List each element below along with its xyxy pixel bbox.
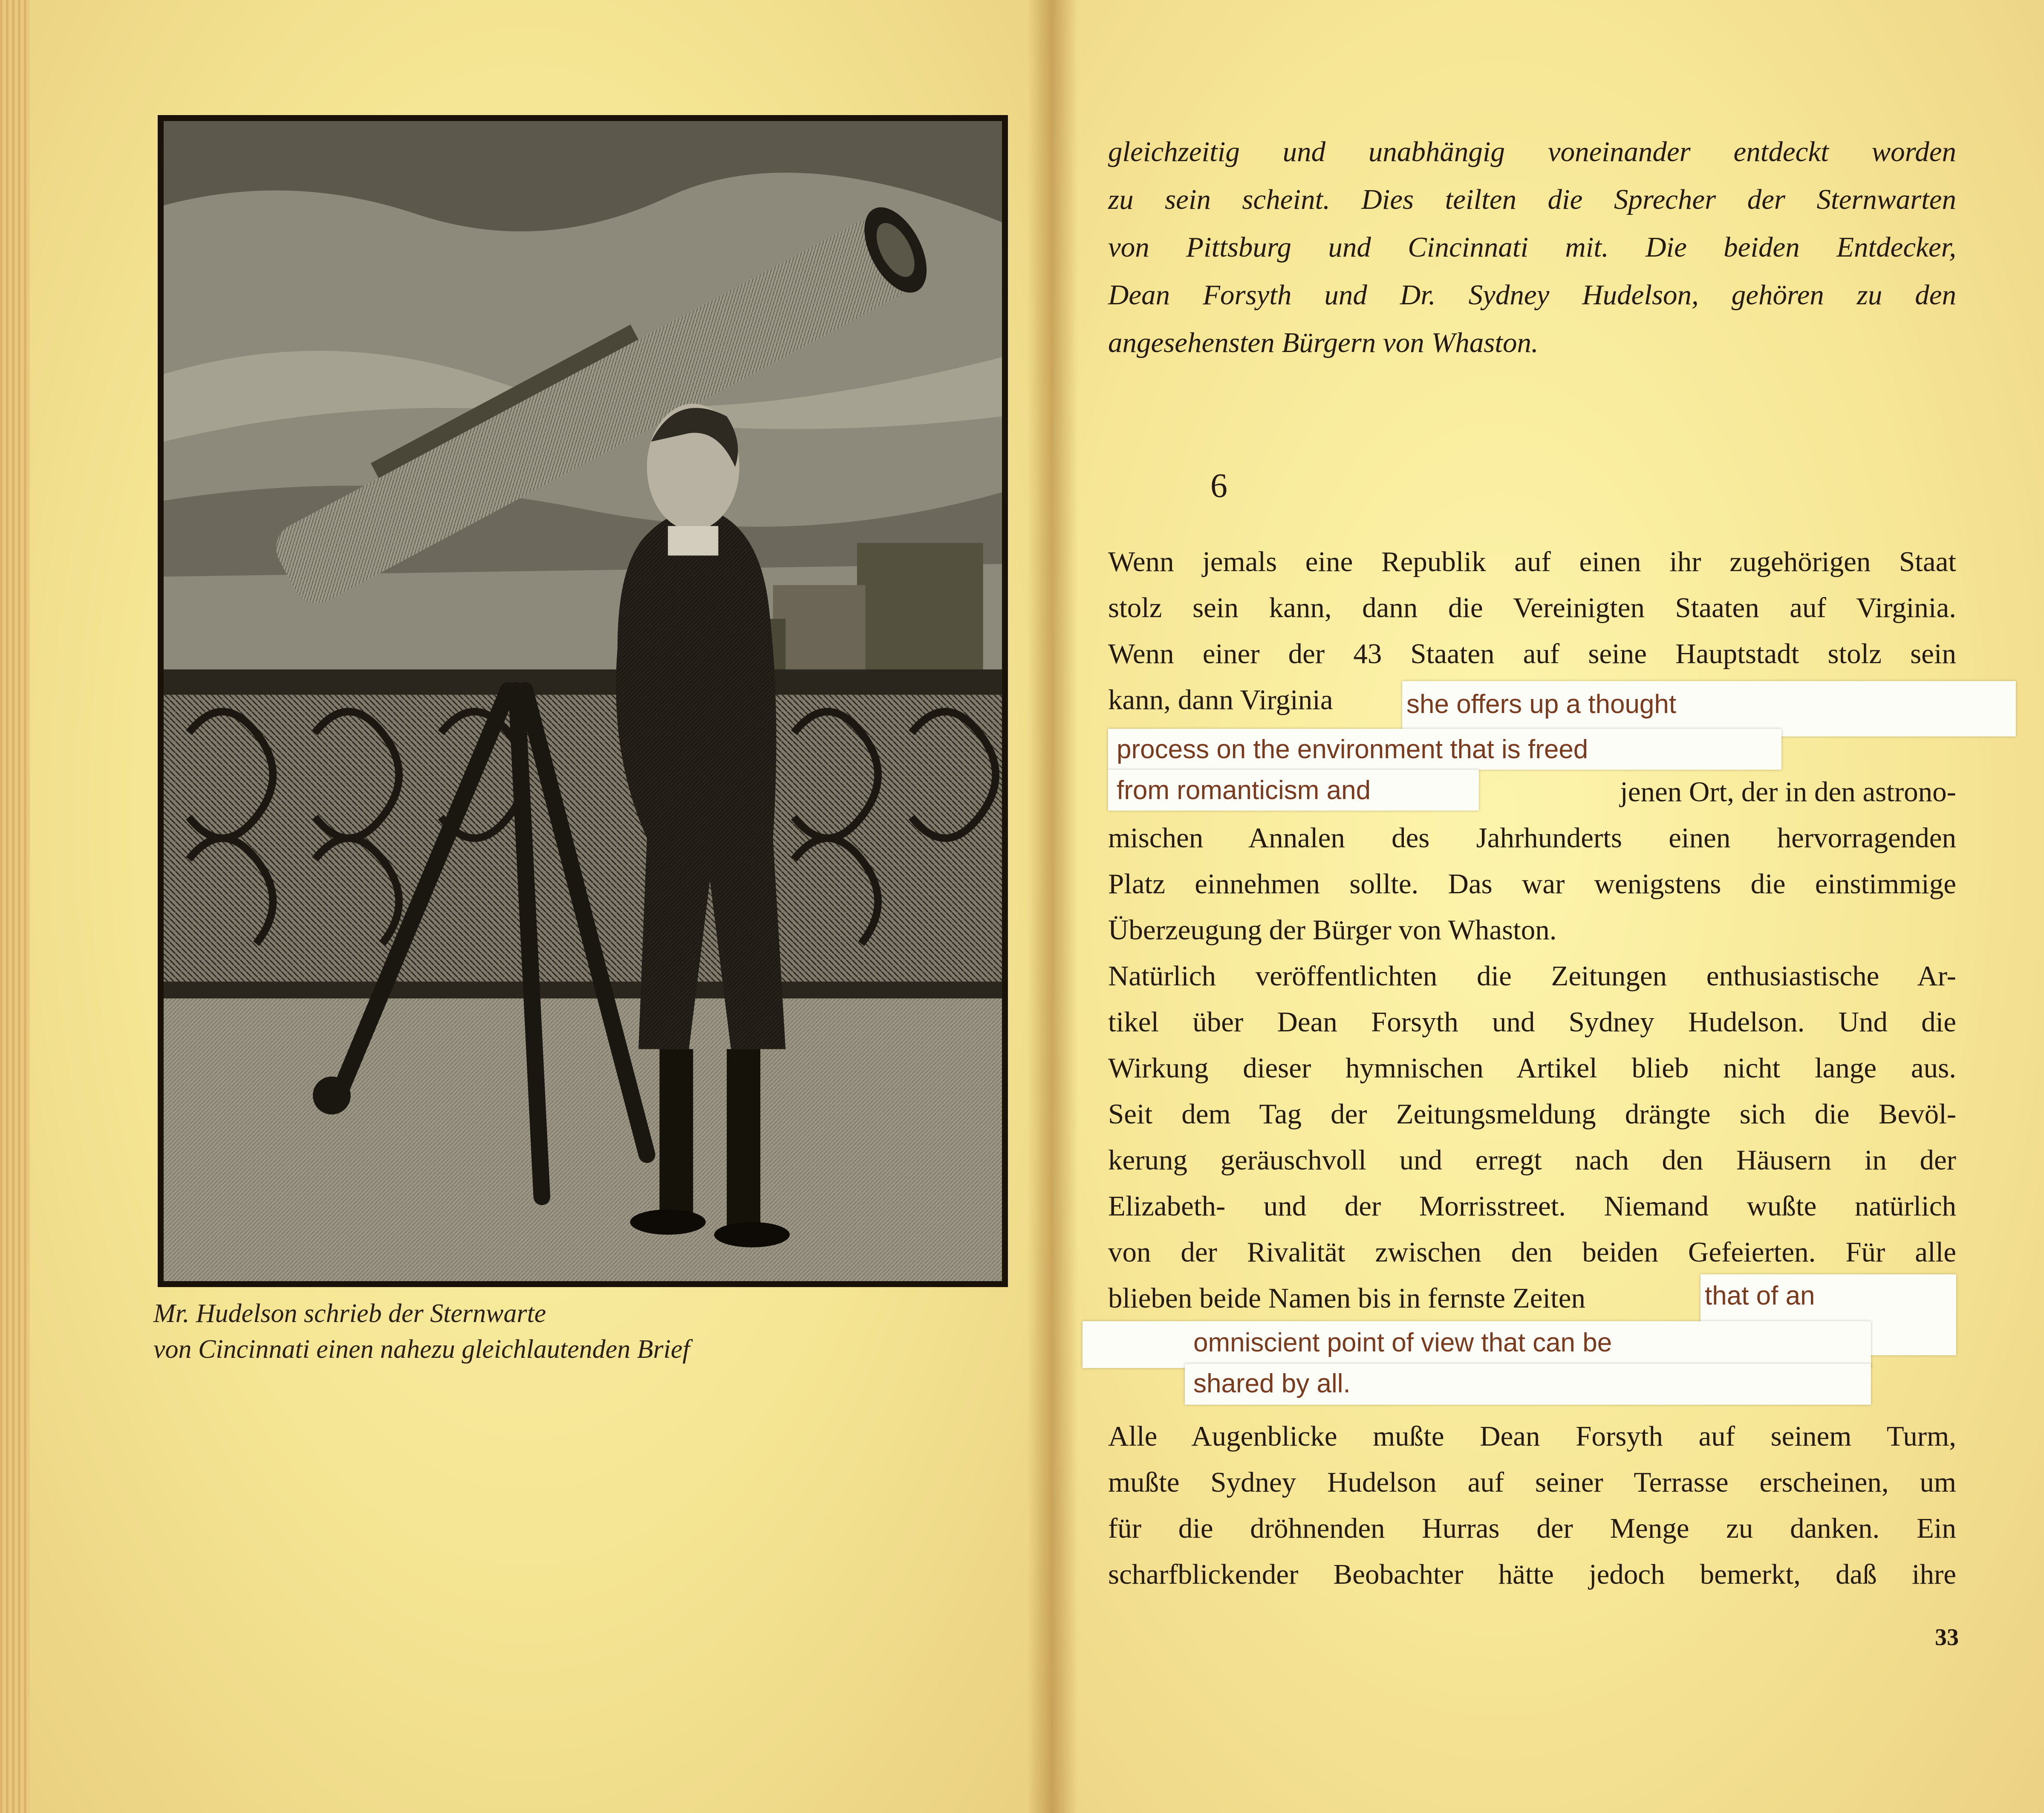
collage-strip-2 xyxy=(1108,729,1781,770)
body-line-7: mischen Annalen des Jahrhunderts einen hervorragenden xyxy=(1108,822,1956,854)
italic-paragraph xyxy=(1108,128,1956,367)
body-line-3: Wenn einer der 43 Staaten auf seine Hauptstadt stolz sein xyxy=(1108,638,1956,670)
body-line-16: von der Rivalität zwischen den beiden Gefeierten. Für alle xyxy=(1108,1236,1956,1268)
italic-line-3: von Pittsburg und Cincinnati mit. Die beiden Entdecker, xyxy=(1108,231,1956,263)
italic-line-2: zu sein scheint. Dies teilten die Sprecher der Sternwarten xyxy=(1108,184,1956,215)
body-line-2: stolz sein kann, dann die Vereinigten Staaten auf Virginia. xyxy=(1108,592,1956,624)
body-line-21: mußte Sydney Hudelson auf seiner Terrasse erscheinen, um xyxy=(1108,1467,1956,1498)
italic-line-1: gleichzeitig und unabhängig voneinander entdeckt worden xyxy=(1108,136,1956,167)
body-line-6-suffix: jenen Ort, der in den astrono- xyxy=(1620,776,1956,808)
engraving-illustration xyxy=(158,115,1008,1287)
book-gutter xyxy=(1027,0,1078,1813)
collage-strip-6 xyxy=(1185,1364,1871,1405)
body-line-13: Seit dem Tag der Zeitungsmeldung drängte sich die Bevöl- xyxy=(1108,1098,1956,1130)
body-line-11: tikel über Dean Forsyth und Sydney Hudelson. Und die xyxy=(1108,1006,1956,1038)
collage-text-3: from romanticism and xyxy=(1117,776,1371,805)
body-line-15: Elizabeth- und der Morrisstreet. Niemand wußte natürlich xyxy=(1108,1190,1956,1222)
collage-strip-5 xyxy=(1083,1321,1871,1368)
body-line-22: für die dröhnenden Hurras der Menge zu danken. Ein xyxy=(1108,1513,1956,1544)
collage-strip-1 xyxy=(1402,681,2016,736)
page-edge xyxy=(0,0,30,1813)
page-number: 33 xyxy=(1935,1624,1959,1651)
illustration-caption xyxy=(153,1296,963,1367)
body-line-23: scharfblickender Beobachter hätte jedoch bemerkt, daß ihre xyxy=(1108,1559,1956,1590)
body-line-14: kerung geräuschvoll und erregt nach den Häusern in der xyxy=(1108,1144,1956,1176)
italic-line-5: angesehensten Bürgern von Whaston. xyxy=(1108,327,1539,358)
italic-line-4: Dean Forsyth und Dr. Sydney Hudelson, gehören zu den xyxy=(1108,279,1956,311)
caption-line-2: von Cincinnati einen nahezu gleichlautenden Brief xyxy=(153,1335,690,1364)
body-line-1: Wenn jemals eine Republik auf einen ihr zugehörigen Staat xyxy=(1108,546,1956,577)
body-line-8: Platz einnehmen sollte. Das war wenigstens die einstimmige xyxy=(1108,868,1956,900)
body-line-12: Wirkung dieser hymnischen Artikel blieb nicht lange aus. xyxy=(1108,1052,1956,1084)
collage-strip-3 xyxy=(1108,770,1479,811)
collage-text-5: omniscient point of view that can be xyxy=(1193,1328,1612,1357)
astronomer-telescope-picture xyxy=(164,121,1002,1281)
collage-text-4: that of an xyxy=(1705,1281,1815,1311)
body-line-4-prefix: kann, dann Virginia xyxy=(1108,684,1333,716)
collage-text-2: process on the environment that is freed xyxy=(1117,735,1588,764)
caption-line-1: Mr. Hudelson schrieb der Sternwarte xyxy=(153,1299,546,1328)
body-line-20: Alle Augenblicke mußte Dean Forsyth auf seinem Turm, xyxy=(1108,1420,1956,1452)
collage-text-1: she offers up a thought xyxy=(1406,690,1677,719)
body-line-17-prefix: blieben beide Namen bis in fernste Zeiten xyxy=(1108,1282,1585,1314)
chapter-number: 6 xyxy=(1210,467,1227,505)
collage-text-6: shared by all. xyxy=(1193,1369,1351,1398)
body-line-9: Überzeugung der Bürger von Whaston. xyxy=(1108,914,1557,946)
body-line-10: Natürlich veröffentlichten die Zeitungen enthusiastische Ar- xyxy=(1108,960,1956,992)
